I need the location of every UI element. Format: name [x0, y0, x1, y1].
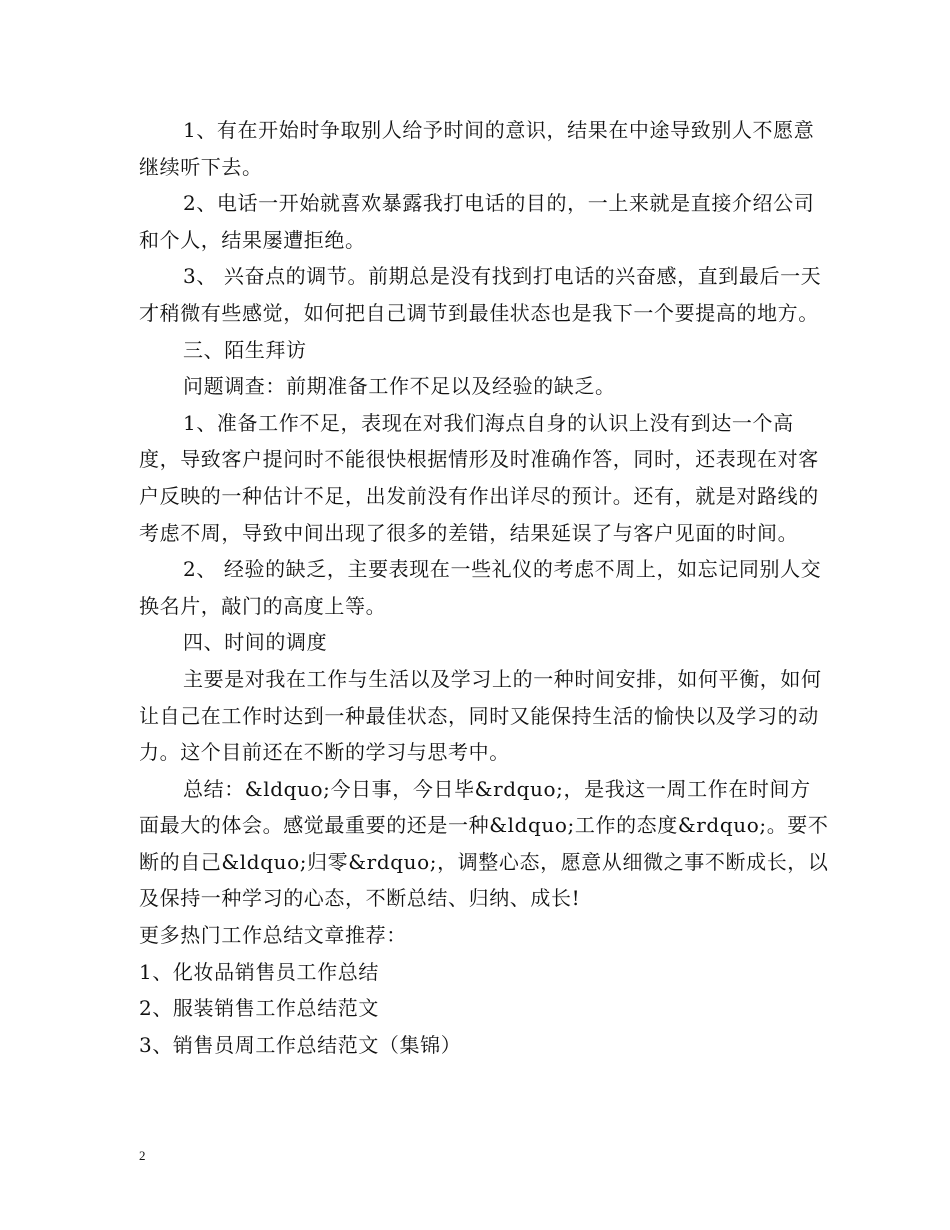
- paragraph-summary: 总结：&ldquo;今日事，今日毕&rdquo;，是我这一周工作在时间方面最大的体会。感觉最重要的还是一种&ldquo;工作的态度&rdquo;。要不断的自己&ldquo;归零&rdquo;，调整心态，愿意从细微之事不断成长，以及保持一种学习的心态，不断总结、归纳、成长!: [139, 776, 829, 911]
- recommend-link-1[interactable]: 1、化妆品销售员工作总结: [139, 959, 379, 984]
- section-heading-stranger-visit: 三、陌生拜访: [183, 337, 307, 362]
- paragraph-visit-point-1: 1、准备工作不足，表现在对我们海点自身的认识上没有到达一个高度，导致客户提问时不能很快根据情形及时准确作答，同时，还表现在对客户反映的一种估计不足，出发前没有作出详尽的预计。还有，就是对路线的考虑不周，导致中间出现了很多的差错，结果延误了与客户见面的时间。: [139, 410, 819, 545]
- recommend-link-2[interactable]: 2、服装销售工作总结范文: [139, 996, 379, 1021]
- paragraph-visit-point-2: 2、 经验的缺乏，主要表现在一些礼仪的考虑不周上，如忘记同别人交换名片，敲门的高度上等。: [139, 557, 822, 618]
- page-number: 2: [139, 1148, 146, 1163]
- recommend-link-3[interactable]: 3、销售员周工作总结范文（集锦）: [139, 1032, 462, 1057]
- paragraph-problem-survey: 问题调查：前期准备工作不足以及经验的缺乏。: [183, 374, 616, 399]
- document-body: [139, 112, 829, 1063]
- paragraph-phone-point-1: 1、有在开始时争取别人给予时间的意识，结果在中途导致别人不愿意继续听下去。: [139, 118, 815, 179]
- paragraph-time-scheduling: 主要是对我在工作与生活以及学习上的一种时间安排，如何平衡，如何让自己在工作时达到一种最佳状态，同时又能保持生活的愉快以及学习的动力。这个目前还在不断的学习与思考中。: [139, 666, 822, 765]
- recommend-heading: 更多热门工作总结文章推荐：: [139, 923, 407, 948]
- section-heading-time-scheduling: 四、时间的调度: [183, 630, 328, 655]
- paragraph-phone-point-2: 2、电话一开始就喜欢暴露我打电话的目的，一上来就是直接介绍公司和个人，结果屡遭拒绝。: [139, 191, 815, 252]
- paragraph-phone-point-3: 3、 兴奋点的调节。前期总是没有找到打电话的兴奋感，直到最后一天才稍微有些感觉，如何把自己调节到最佳状态也是我下一个要提高的地方。: [139, 264, 822, 325]
